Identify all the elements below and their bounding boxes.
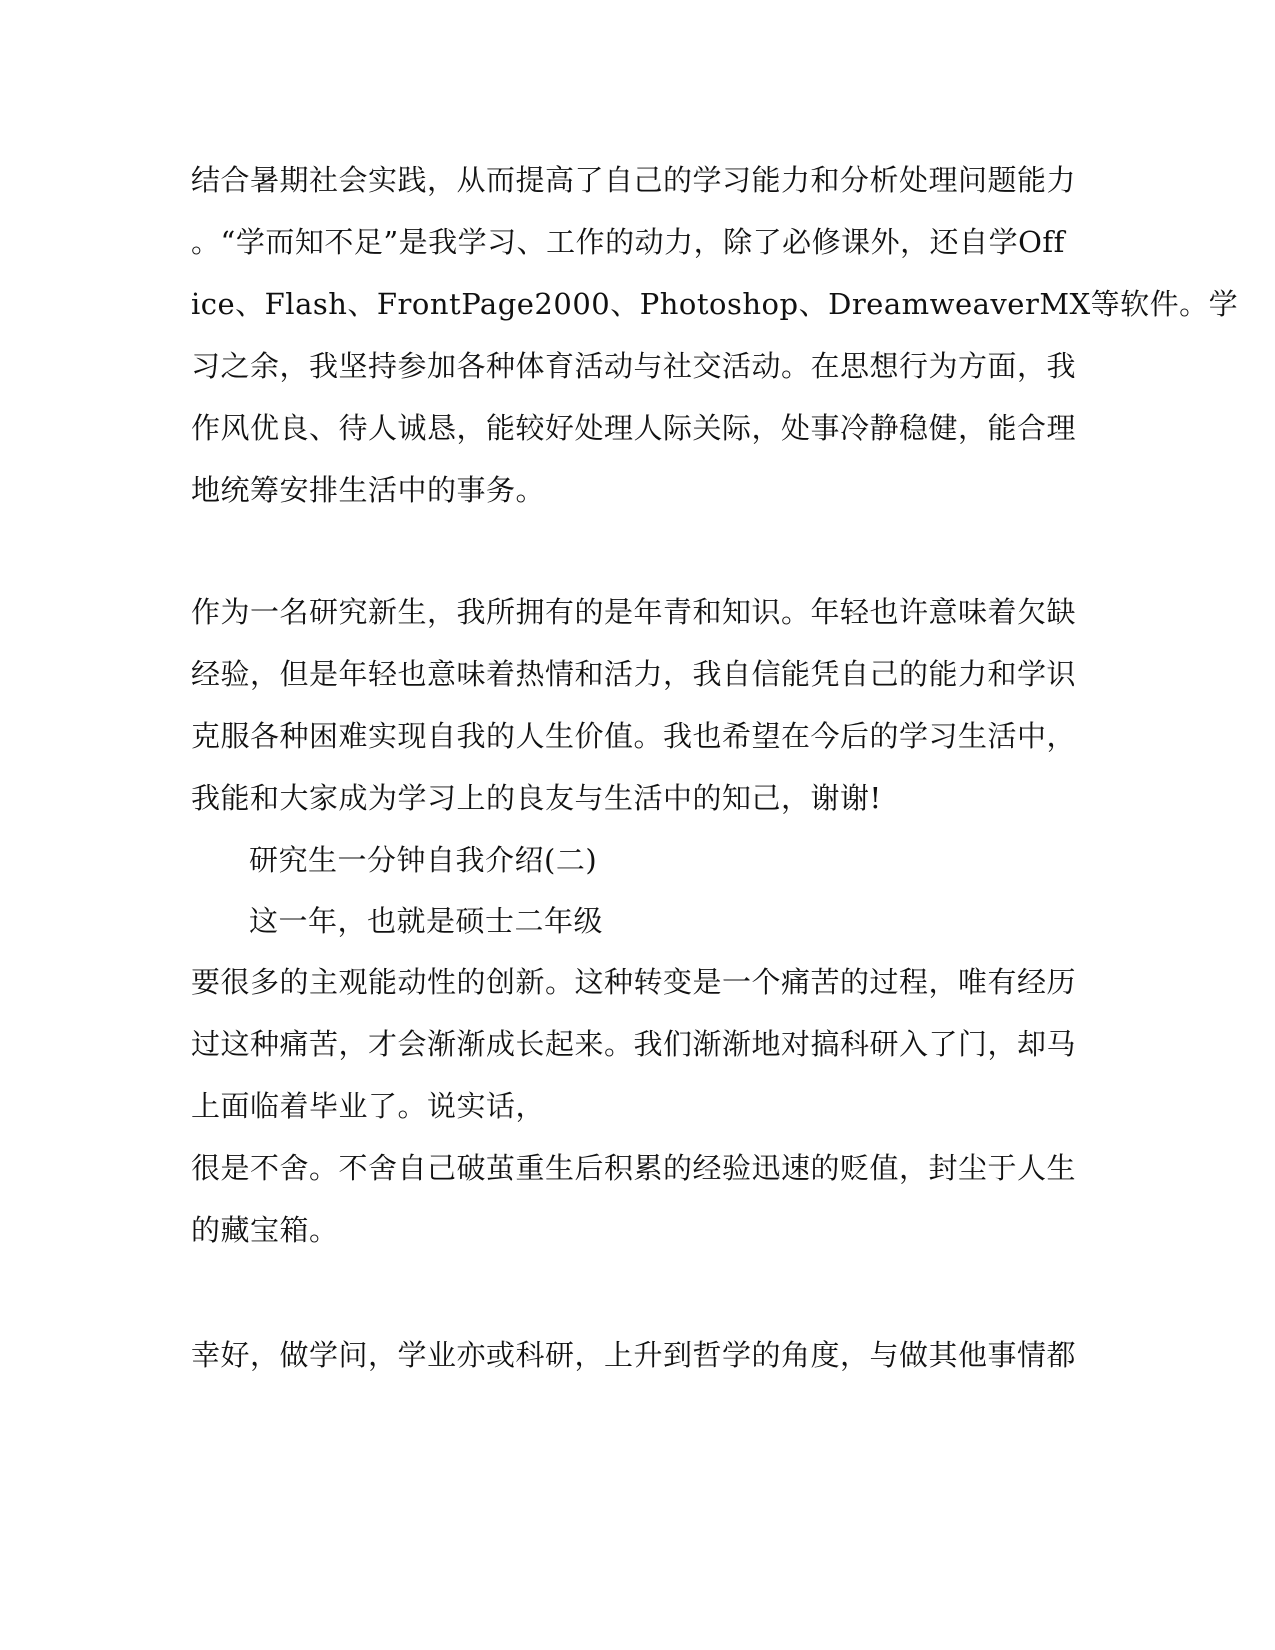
- paragraph-line: 习之余，我坚持参加各种体育活动与社交活动。在思想行为方面，我: [191, 349, 1077, 383]
- paragraph-line: 幸好，做学问，学业亦或科研，上升到哲学的角度，与做其他事情都: [191, 1338, 1077, 1372]
- paragraph-line: 要很多的主观能动性的创新。这种转变是一个痛苦的过程，唯有经历: [191, 965, 1077, 999]
- section-heading: 研究生一分钟自我介绍(二): [249, 843, 598, 877]
- paragraph-line: ice、Flash、FrontPage2000、Photoshop、DreamweaverMX等软件。学: [191, 287, 1239, 321]
- paragraph-line: 克服各种困难实现自我的人生价值。我也希望在今后的学习生活中，: [191, 719, 1077, 753]
- paragraph-line: 上面临着毕业了。说实话，: [191, 1089, 546, 1123]
- paragraph-line: 作风优良、待人诚恳，能较好处理人际关际，处事冷静稳健，能合理: [191, 411, 1077, 445]
- paragraph-line: 经验，但是年轻也意味着热情和活力，我自信能凭自己的能力和学识: [191, 657, 1077, 691]
- paragraph-line: 这一年，也就是硕士二年级: [249, 904, 604, 938]
- paragraph-line: 的藏宝箱。: [191, 1213, 339, 1247]
- paragraph-line: 我能和大家成为学习上的良友与生活中的知己，谢谢!: [191, 781, 882, 815]
- paragraph-line: 。“学而知不足”是我学习、工作的动力，除了必修课外，还自学Off: [191, 225, 1065, 259]
- paragraph-line: 地统筹安排生活中的事务。: [191, 473, 546, 507]
- paragraph-line: 过这种痛苦，才会渐渐成长起来。我们渐渐地对搞科研入了门，却马: [191, 1027, 1077, 1061]
- paragraph-line: 结合暑期社会实践，从而提高了自己的学习能力和分析处理问题能力: [191, 163, 1077, 197]
- paragraph-line: 作为一名研究新生，我所拥有的是年青和知识。年轻也许意味着欠缺: [191, 595, 1077, 629]
- paragraph-line: 很是不舍。不舍自己破茧重生后积累的经验迅速的贬值，封尘于人生: [191, 1151, 1077, 1185]
